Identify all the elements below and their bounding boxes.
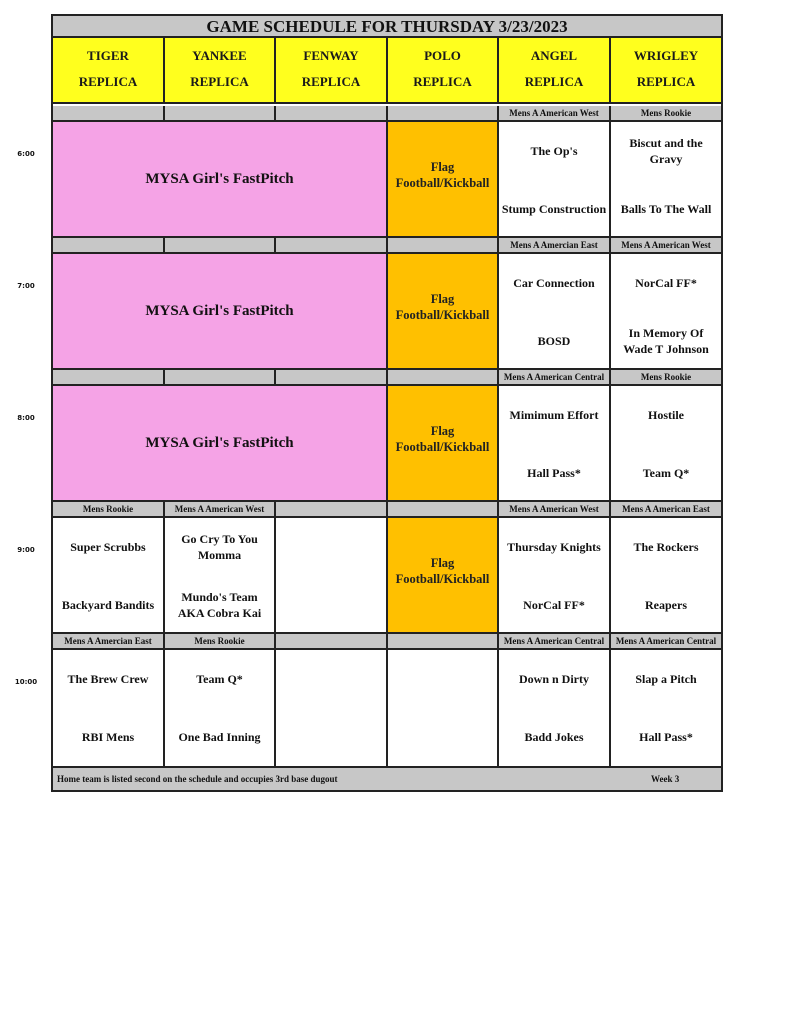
flag-football-block: Flag Football/Kickball [388, 386, 499, 502]
away-team: The Rockers [633, 540, 699, 554]
week-label: Week 3 [651, 774, 680, 784]
home-team: BOSD [537, 334, 571, 348]
home-team: Mundo's Team AKA Cobra Kai [177, 590, 262, 620]
time-label: 6:00 [17, 150, 35, 158]
division-label: Mens Rookie [53, 502, 165, 516]
division-row [53, 106, 721, 122]
away-team: Biscut and the Gravy [629, 136, 703, 166]
home-team: NorCal FF* [523, 598, 585, 612]
division-label: Mens A American Central [615, 636, 717, 646]
home-team: Badd Jokes [524, 730, 584, 744]
game-tiger [53, 518, 165, 634]
division-label: Mens A American West [165, 502, 276, 516]
division-label [276, 502, 388, 516]
game-angel [499, 650, 611, 768]
game-angel [499, 386, 611, 502]
home-team-note: Home team is listed second on the schedule and occupies 3rd base dugout [57, 774, 338, 784]
away-team: Hostile [648, 408, 684, 422]
division-label [53, 238, 165, 252]
away-team: Go Cry To You Momma [181, 532, 258, 562]
division-label [276, 106, 388, 120]
time-label: 8:00 [17, 414, 35, 422]
game-wrigley [611, 518, 721, 634]
field-header-polo: POLO REPLICA [388, 38, 499, 104]
time-label: 7:00 [17, 282, 35, 290]
footer [53, 768, 721, 790]
away-team: Team Q* [196, 672, 243, 686]
division-label [53, 370, 165, 384]
away-team: Down n Dirty [518, 672, 589, 686]
division-label: Mens Rookie [640, 372, 692, 382]
fastpitch-block: MYSA Girl's FastPitch [53, 386, 388, 502]
game-wrigley [611, 650, 721, 768]
game-angel [499, 254, 611, 370]
away-team: The Op's [530, 144, 578, 158]
division-label: Mens A American West [621, 240, 711, 250]
fastpitch-block: MYSA Girl's FastPitch [53, 122, 388, 238]
division-row [53, 502, 721, 518]
game-wrigley [611, 122, 721, 238]
game-yankee [165, 650, 276, 768]
division-label [276, 634, 388, 648]
fastpitch-block: MYSA Girl's FastPitch [53, 254, 388, 370]
field-header-fenway: FENWAY REPLICA [276, 38, 388, 104]
flag-football-block: Flag Football/Kickball [388, 122, 499, 238]
division-row [53, 238, 721, 254]
home-team: Hall Pass* [527, 466, 581, 480]
game-yankee [165, 518, 276, 634]
flag-football-block: Flag Football/Kickball [388, 518, 499, 634]
home-team: Hall Pass* [639, 730, 693, 744]
game-tiger [53, 650, 165, 768]
division-label: Mens Rookie [165, 634, 276, 648]
away-team: The Brew Crew [67, 672, 149, 686]
field-header-tiger: TIGER REPLICA [53, 38, 165, 104]
away-team: Slap a Pitch [635, 672, 697, 686]
game-angel [499, 122, 611, 238]
division-label: Mens A American West [499, 106, 611, 120]
away-team: Car Connection [513, 276, 595, 290]
division-label: Mens A Amercian East [499, 238, 611, 252]
home-team: One Bad Inning [178, 730, 261, 744]
away-team: Super Scrubbs [70, 540, 146, 554]
away-team: NorCal FF* [635, 276, 697, 290]
home-team: Reapers [645, 598, 687, 612]
page-title: GAME SCHEDULE FOR THURSDAY 3/23/2023 [53, 16, 721, 38]
game-wrigley [611, 386, 721, 502]
home-team: RBI Mens [81, 730, 135, 744]
game-angel [499, 518, 611, 634]
game-fenway-empty [276, 518, 388, 634]
division-label [388, 502, 499, 516]
division-label [165, 106, 276, 120]
division-label [388, 106, 499, 120]
field-header-yankee: YANKEE REPLICA [165, 38, 276, 104]
away-team: Mimimum Effort [509, 408, 599, 422]
away-team: Thursday Knights [507, 540, 601, 554]
home-team: Balls To The Wall [620, 202, 712, 216]
division-row [53, 370, 721, 386]
home-team: Backyard Bandits [61, 598, 155, 612]
division-label [388, 370, 499, 384]
division-label: Mens Rookie [640, 108, 692, 118]
time-label: 10:00 [14, 678, 38, 686]
division-label: Mens A American West [499, 502, 611, 516]
field-header-angel: ANGEL REPLICA [499, 38, 611, 104]
game-fenway-empty [276, 650, 388, 768]
home-team: Stump Construction [501, 202, 607, 216]
home-team: In Memory Of Wade T Johnson [623, 326, 709, 356]
division-label [165, 238, 276, 252]
time-label: 9:00 [17, 546, 35, 554]
division-label [276, 370, 388, 384]
flag-football-block: Flag Football/Kickball [388, 254, 499, 370]
division-row [53, 634, 721, 650]
field-header-wrigley: WRIGLEY REPLICA [611, 38, 721, 104]
division-label: Mens A American East [622, 504, 710, 514]
division-label: Mens A American Central [499, 370, 611, 384]
division-label [165, 370, 276, 384]
home-team: Team Q* [642, 466, 690, 480]
game-polo-empty [388, 650, 499, 768]
division-label: Mens A Amercian East [53, 634, 165, 648]
division-label [388, 634, 499, 648]
division-label [53, 106, 165, 120]
division-label [388, 238, 499, 252]
game-wrigley [611, 254, 721, 370]
division-label [276, 238, 388, 252]
division-label: Mens A American Central [499, 634, 611, 648]
